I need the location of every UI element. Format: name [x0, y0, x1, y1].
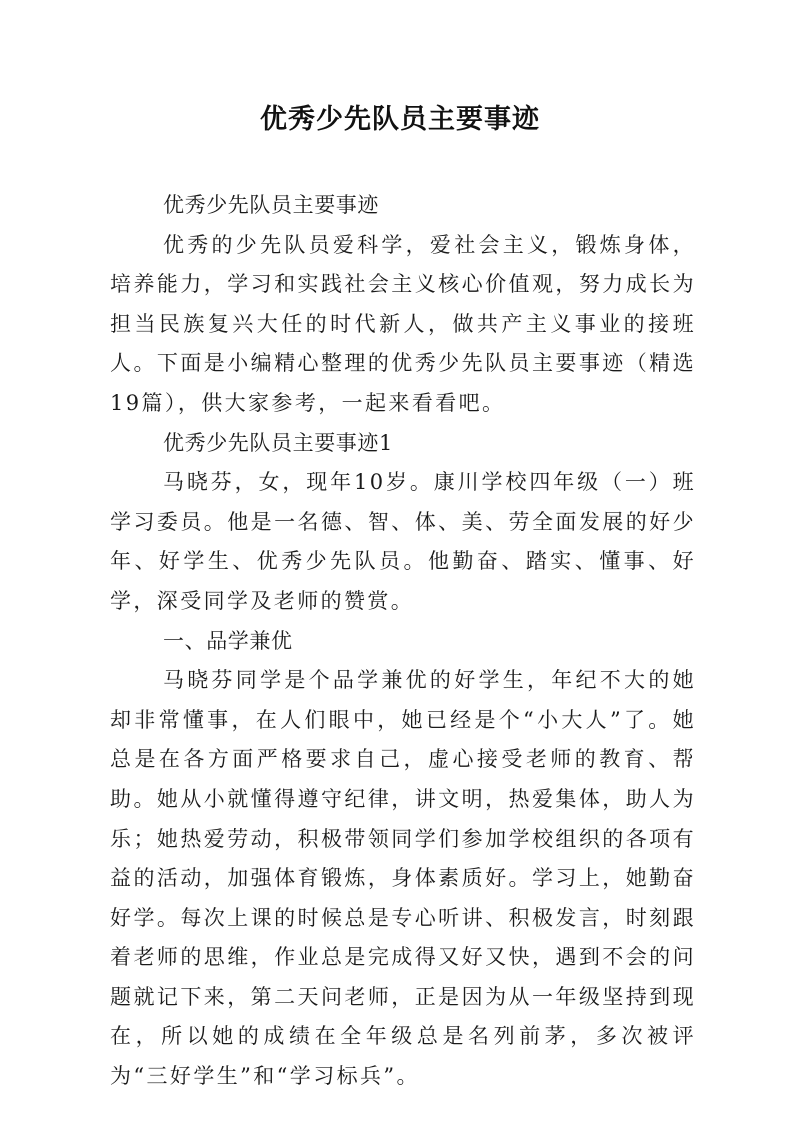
section-heading: 优秀少先队员主要事迹1: [163, 430, 393, 455]
subsection-heading: 一、品学兼优: [163, 628, 293, 653]
document-body: [110, 186, 696, 1097]
document-title: 优秀少先队员主要事迹: [260, 104, 540, 135]
profile-paragraph: 马晓芬，女，现年10岁。康川学校四年级（一）班学习委员。他是一名德、智、体、美、劳全面发展的好少年、好学生、优秀少先队员。他勤奋、踏实、懂事、好学，深受同学及老师的赞赏。: [110, 470, 696, 613]
story-paragraph: 马晓芬同学是个品学兼优的好学生，年纪不大的她却非常懂事，在人们眼中，她已经是个“小大人”了。她总是在各方面严格要求自己，虚心接受老师的教育、帮助。她从小就懂得遵守纪律，讲文明，热爱集体，助人为乐；她热爱劳动，积极带领同学们参加学校组织的各项有益的活动，加强体育锻炼，身体素质好。学习上，她勤奋好学。每次上课的时候总是专心听讲、积极发言，时刻跟着老师的思维，作业总是完成得又好又快，遇到不会的问题就记下来，第二天问老师，正是因为从一年级坚持到现在，所以她的成绩在全年级总是名列前茅，多次被评为“三好学生”和“学习标兵”。: [110, 668, 696, 1089]
section-heading: 优秀少先队员主要事迹: [163, 193, 379, 217]
intro-paragraph: 优秀的少先队员爱科学，爱社会主义，锻炼身体，培养能力，学习和实践社会主义核心价值观，努力成长为担当民族复兴大任的时代新人，做共产主义事业的接班人。下面是小编精心整理的优秀少先队员主要事迹（精选19篇），供大家参考，一起来看看吧。: [110, 232, 696, 415]
